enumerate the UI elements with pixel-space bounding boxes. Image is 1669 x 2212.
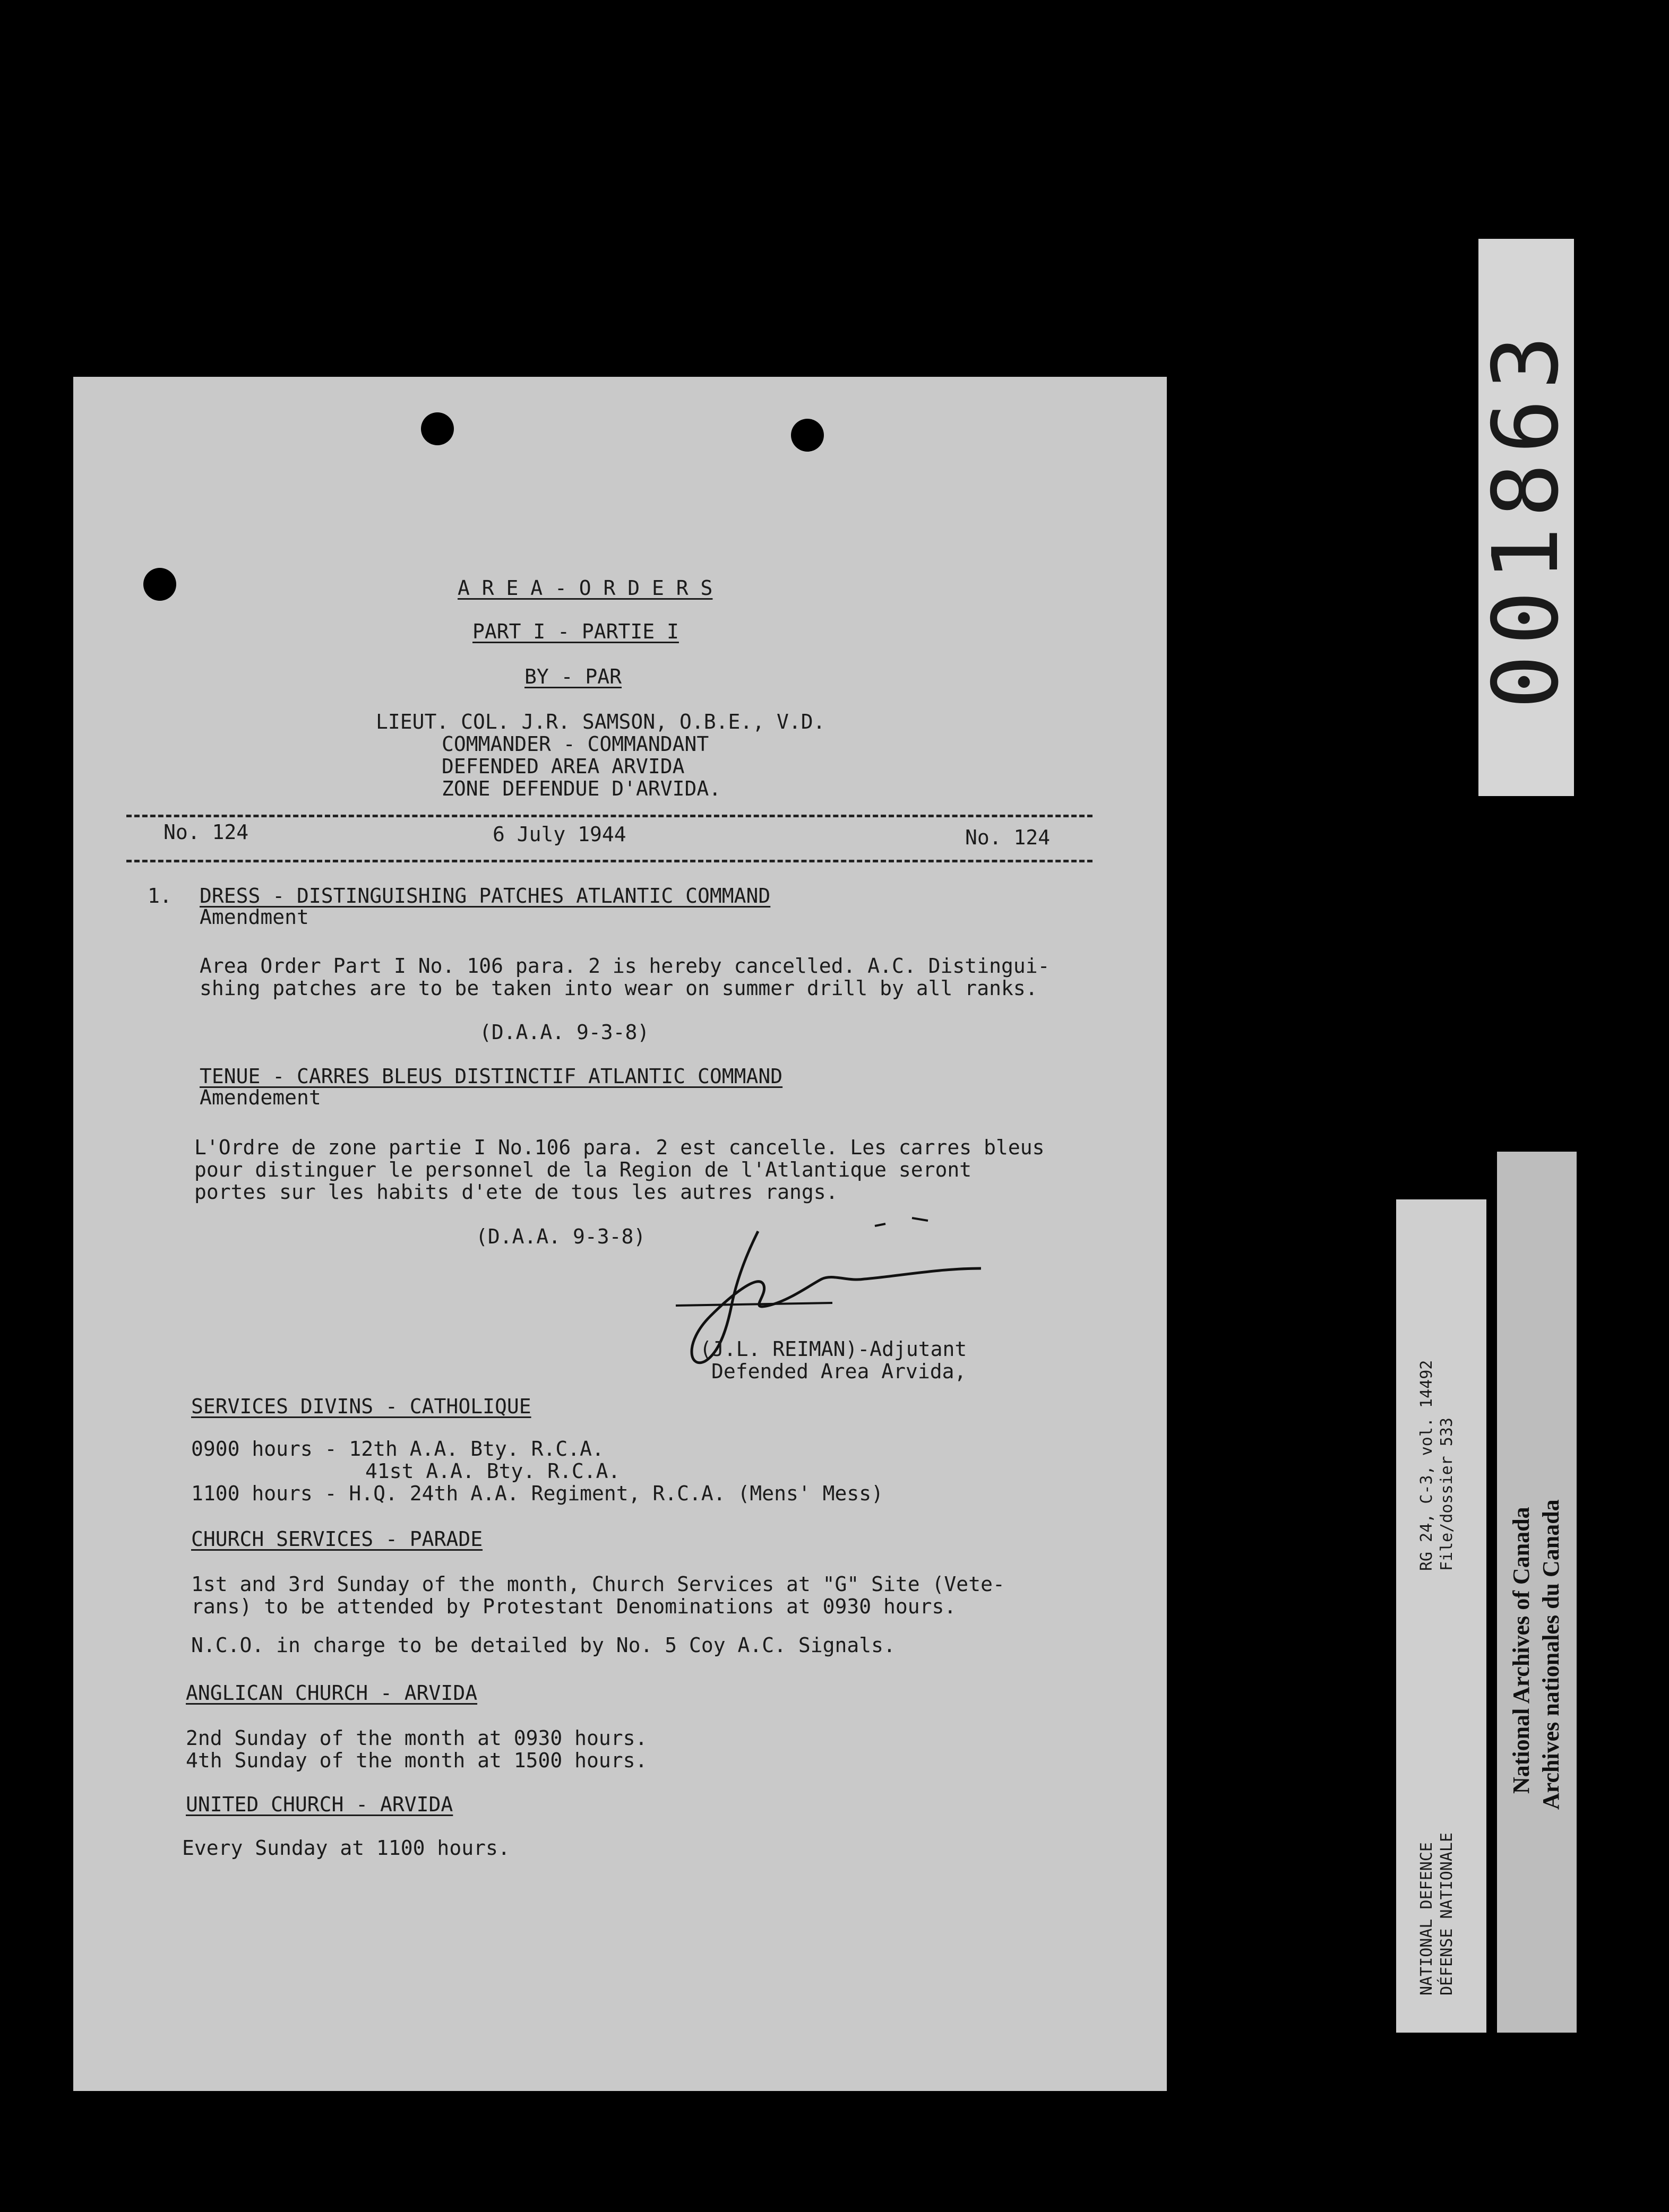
- department-name-fr: DÉFENSE NATIONALE: [1438, 1832, 1456, 1995]
- frame-number: 001863: [1474, 325, 1579, 710]
- signatory-name: (J.L. REIMAN)-Adjutant: [700, 1337, 967, 1361]
- orders-title: A R E A - O R D E R S: [458, 576, 713, 600]
- parade-line: rans) to be attended by Protestant Denominations at 0930 hours.: [191, 1595, 957, 1618]
- order-number-right: No. 124: [965, 826, 1051, 849]
- archives-label: [1497, 1152, 1577, 2033]
- commander-title: COMMANDER - COMMANDANT: [442, 732, 709, 756]
- punch-hole: [143, 568, 176, 601]
- body-en-line: shing patches are to be taken into wear on summer drill by all ranks.: [200, 977, 1038, 1000]
- area-name-fr: ZONE DEFENDUE D'ARVIDA.: [442, 777, 721, 800]
- signatory-unit: Defended Area Arvida,: [711, 1360, 967, 1383]
- body-fr-line: pour distinguer le personnel de la Region de l'Atlantique seront: [194, 1158, 972, 1181]
- item-number: 1.: [148, 884, 172, 908]
- item-subtitle-en: Amendment: [200, 905, 309, 929]
- item-subtitle-fr: Amendement: [200, 1086, 321, 1109]
- frame-number-strip: [1474, 239, 1579, 796]
- divider-line: [126, 815, 1092, 817]
- punch-hole: [791, 419, 824, 452]
- document-page: [73, 377, 1167, 2091]
- section-title: CHURCH SERVICES - PARADE: [191, 1527, 483, 1551]
- by-heading: BY - PAR: [524, 665, 622, 688]
- archive-reference-label: [1396, 1199, 1486, 2033]
- archive-ref-line: File/dossier 533: [1438, 1418, 1456, 1571]
- area-name-en: DEFENDED AREA ARVIDA: [442, 755, 685, 778]
- service-line: 0900 hours - 12th A.A. Bty. R.C.A.: [191, 1437, 604, 1461]
- section-title: SERVICES DIVINS - CATHOLIQUE: [191, 1395, 531, 1418]
- section-title: ANGLICAN CHURCH - ARVIDA: [186, 1681, 478, 1705]
- reference-code: (D.A.A. 9-3-8): [479, 1021, 650, 1044]
- service-line: 1100 hours - H.Q. 24th A.A. Regiment, R.C.A. (Mens' Mess): [191, 1482, 884, 1505]
- order-date: 6 July 1944: [493, 823, 626, 846]
- punch-hole: [421, 412, 454, 445]
- service-line: 41st A.A. Bty. R.C.A.: [365, 1459, 621, 1483]
- divider-line: [126, 860, 1092, 862]
- officer-name: LIEUT. COL. J.R. SAMSON, O.B.E., V.D.: [376, 710, 825, 733]
- archive-ref-line: RG 24, C-3, vol. 14492: [1417, 1360, 1436, 1571]
- department-name-en: NATIONAL DEFENCE: [1417, 1842, 1436, 1995]
- united-line: Every Sunday at 1100 hours.: [182, 1836, 510, 1860]
- archives-name-fr: Archives nationales du Canada: [1538, 1499, 1564, 1810]
- part-heading: PART I - PARTIE I: [472, 620, 679, 643]
- anglican-line: 4th Sunday of the month at 1500 hours.: [186, 1749, 648, 1772]
- item-title-fr: TENUE - CARRES BLEUS DISTINCTIF ATLANTIC COMMAND: [200, 1065, 783, 1088]
- anglican-line: 2nd Sunday of the month at 0930 hours.: [186, 1726, 648, 1750]
- body-fr-line: L'Ordre de zone partie I No.106 para. 2 est cancelle. Les carres bleus: [194, 1136, 1045, 1159]
- body-en-line: Area Order Part I No. 106 para. 2 is hereby cancelled. A.C. Distingui-: [200, 954, 1050, 978]
- section-title: UNITED CHURCH - ARVIDA: [186, 1793, 453, 1816]
- item-title-en: DRESS - DISTINGUISHING PATCHES ATLANTIC COMMAND: [200, 884, 771, 908]
- order-number-left: No. 124: [164, 820, 249, 844]
- archives-name-en: National Archives of Canada: [1508, 1507, 1534, 1794]
- reference-code: (D.A.A. 9-3-8): [476, 1225, 646, 1248]
- body-fr-line: portes sur les habits d'ete de tous les autres rangs.: [194, 1180, 838, 1204]
- parade-line: N.C.O. in charge to be detailed by No. 5 Coy A.C. Signals.: [191, 1634, 896, 1657]
- parade-line: 1st and 3rd Sunday of the month, Church Services at "G" Site (Vete-: [191, 1572, 1005, 1596]
